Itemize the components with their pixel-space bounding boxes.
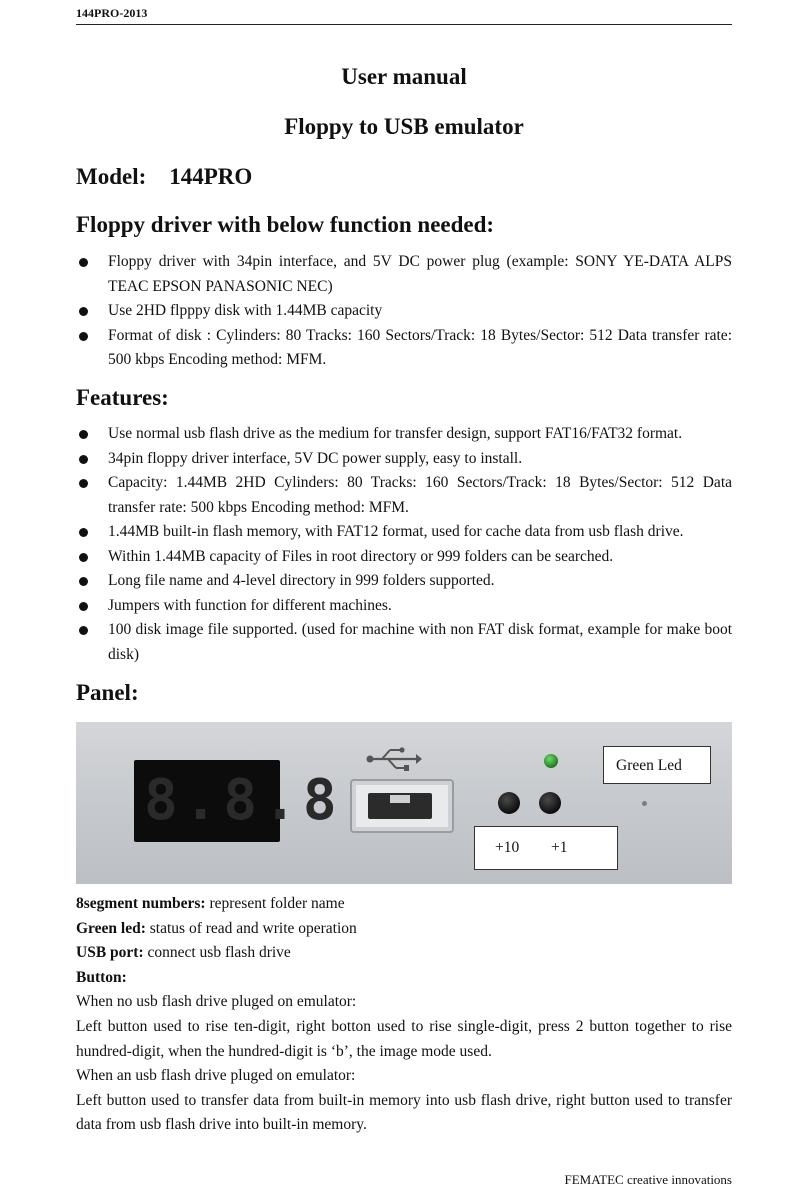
plus1-label: +1 — [551, 839, 568, 856]
description-text: connect usb flash drive — [143, 944, 291, 962]
list-item: Within 1.44MB capacity of Files in root directory or 999 folders can be searched. — [76, 545, 732, 570]
paragraph: Left button used to transfer data from built-in memory into usb flash drive, right button used to transfer data from usb flash drive into built-in memory. — [76, 1091, 732, 1134]
usb-port — [350, 779, 454, 833]
list-item: Format of disk : Cylinders: 80 Tracks: 160 Sectors/Track: 18 Bytes/Sector: 512 Data transfer rate: 500 kbps Encoding method: MFM. — [76, 324, 732, 373]
features-heading: Features: — [76, 385, 169, 410]
list-item: Use 2HD flpppy disk with 1.44MB capacity — [76, 299, 732, 324]
list-item: 100 disk image file supported. (used for machine with non FAT disk format, example for make boot disk) — [76, 618, 732, 667]
paragraph: When an usb flash drive pluged on emulator: — [76, 1067, 356, 1085]
description-line — [76, 966, 732, 991]
panel-hole — [642, 801, 647, 806]
document-title: User manual — [341, 64, 467, 89]
list-item: 1.44MB built-in flash memory, with FAT12 format, used for cache data from usb flash drive. — [76, 520, 732, 545]
usb-symbol-icon — [366, 746, 422, 772]
seven-segment-display — [134, 760, 343, 842]
buttons-callout — [474, 826, 618, 870]
model-line: Model: 144PRO — [76, 164, 253, 189]
list-item: 34pin floppy driver interface, 5V DC power supply, easy to install. — [76, 447, 732, 472]
segment-digits: 8.8.8 — [144, 768, 343, 833]
list-item: Long file name and 4-level directory in 999 folders supported. — [76, 569, 732, 594]
green-led-callout: Green Led — [603, 746, 711, 784]
plus10-button-knob — [498, 792, 520, 814]
header-rule — [76, 24, 732, 25]
document-subtitle: Floppy to USB emulator — [284, 114, 524, 139]
features-list — [76, 422, 732, 667]
description-text: represent folder name — [205, 895, 345, 912]
description-text: status of read and write operation — [145, 919, 357, 937]
list-item: Use normal usb flash drive as the medium for transfer design, support FAT16/FAT32 format. — [76, 422, 732, 447]
description-line — [76, 917, 732, 942]
document-header-code: 144PRO-2013 — [76, 6, 148, 20]
green-led-icon — [544, 754, 558, 768]
paragraph: Left button used to rise ten-digit, right botton used to rise single-digit, press 2 button together to rise hundred-digit, when the hundred-digit is ‘b’, the image mode used. — [76, 1017, 732, 1060]
plus10-label: +10 — [495, 839, 520, 856]
panel-heading: Panel: — [76, 680, 139, 705]
description-line — [76, 892, 732, 917]
list-item: Capacity: 1.44MB 2HD Cylinders: 80 Tracks: 160 Sectors/Track: 18 Bytes/Sector: 512 Data transfer rate: 500 kbps Encoding method: MFM. — [76, 471, 732, 520]
description-term: 8segment numbers: — [76, 895, 206, 912]
footer-brand: FEMATEC creative innovations — [564, 1172, 732, 1187]
list-item: Floppy driver with 34pin interface, and 5V DC power plug (example: SONY YE-DATA ALPS TEAC EPSON PANASONIC NEC) — [76, 250, 732, 299]
requirements-heading: Floppy driver with below function needed: — [76, 212, 495, 237]
front-panel-photo — [76, 722, 732, 884]
requirements-list — [76, 250, 732, 373]
description-line — [76, 941, 732, 966]
panel-description — [76, 892, 732, 1138]
usb-tongue — [390, 795, 410, 803]
usb-slot — [368, 793, 432, 819]
paragraph: When no usb flash drive pluged on emulator: — [76, 993, 357, 1011]
plus1-button-knob — [539, 792, 561, 814]
list-item: Jumpers with function for different machines. — [76, 594, 732, 619]
description-term: USB port: — [76, 944, 144, 962]
description-term: Green led: — [76, 919, 146, 937]
description-term: Button: — [76, 968, 127, 986]
